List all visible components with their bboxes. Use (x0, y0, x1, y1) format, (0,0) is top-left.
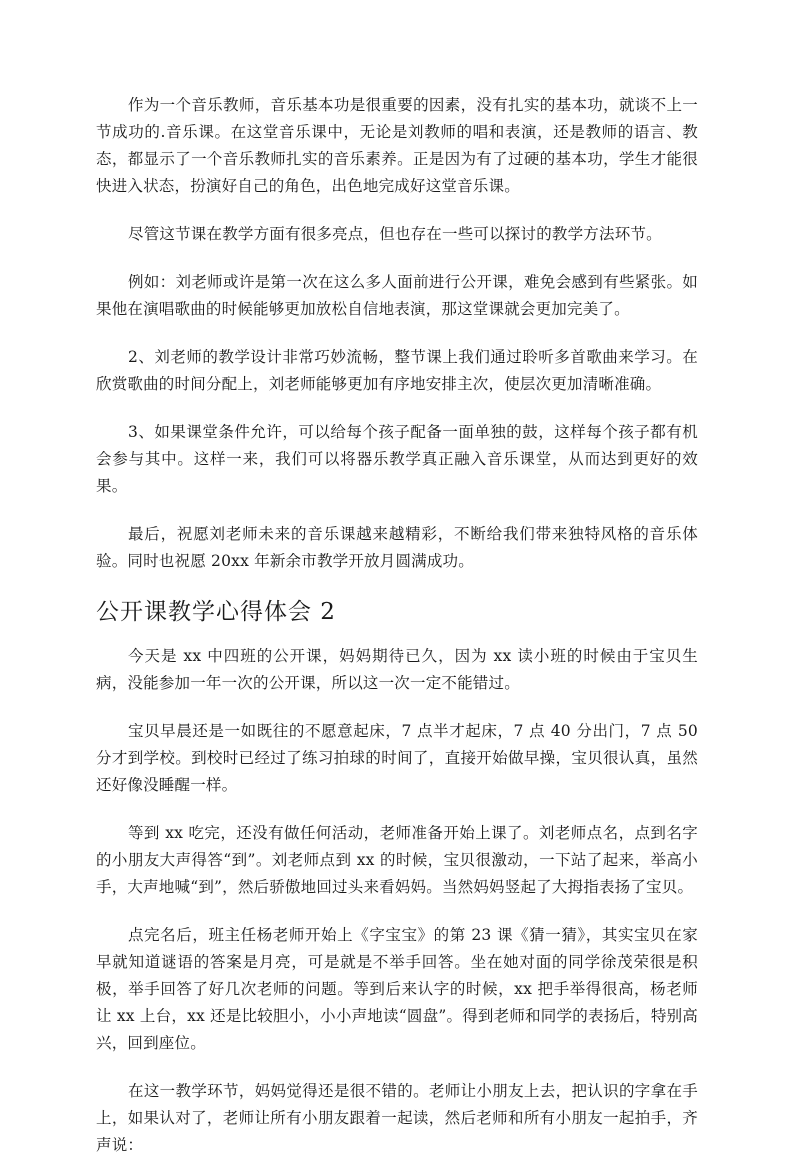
section-heading: 公开课教学心得体会 2 (96, 599, 336, 625)
paragraph: 点完名后，班主任杨老师开始上《字宝宝》的第 23 课《猜一猜》，其实宝贝在家早就知道谜语的答案是月亮，可是就是不举手回答。坐在她对面的同学徐茂荣很是积极，举手回答了好几次老师的问题。等到后来认字的时候，xx 把手举得很高，杨老师让 xx 上台，xx 还是比较胆小，小小声地读“圆盘”。得到老师和同学的表扬后，特别高兴，回到座位。 (96, 926, 698, 1052)
paragraph: 最后，祝愿刘老师未来的音乐课越来越精彩，不断给我们带来独特风格的音乐体验。同时也祝愿 20xx 年新余市教学开放月圆满成功。 (96, 525, 698, 570)
paragraph: 例如：刘老师或许是第一次在这么多人面前进行公开课，难免会感到有些紧张。如果他在演唱歌曲的时候能够更加放松自信地表演，那这堂课就会更加完美了。 (96, 273, 698, 318)
paragraph: 在这一教学环节，妈妈觉得还是很不错的。老师让小朋友上去，把认识的字拿在手上，如果认对了，老师让所有小朋友跟着一起读，然后老师和所有小朋友一起拍手，齐声说： (96, 1082, 698, 1154)
paragraph: 今天是 xx 中四班的公开课，妈妈期待已久，因为 xx 读小班的时候由于宝贝生病，没能参加一年一次的公开课，所以这一次一定不能错过。 (96, 647, 698, 692)
paragraph: 宝贝早晨还是一如既往的不愿意起床，7 点半才起床，7 点 40 分出门，7 点 50 分才到学校。到校时已经过了练习拍球的时间了，直接开始做早操，宝贝很认真，虽然还好像没睡醒一样。 (96, 722, 698, 794)
paragraph: 3、如果课堂条件允许，可以给每个孩子配备一面单独的鼓，这样每个孩子都有机会参与其中。这样一来，我们可以将器乐教学真正融入音乐课堂，从而达到更好的效果。 (96, 423, 698, 495)
paragraph: 等到 xx 吃完，还没有做任何活动，老师准备开始上课了。刘老师点名，点到名字的小朋友大声得答“到”。刘老师点到 xx 的时候，宝贝很激动，一下站了起来，举高小手，大声地喊“到”，然后骄傲地回过头来看妈妈。当然妈妈竖起了大拇指表扬了宝贝。 (96, 824, 698, 896)
paragraph: 尽管这节课在教学方面有很多亮点，但也存在一些可以探讨的教学方法环节。 (128, 225, 662, 243)
paragraph: 作为一个音乐教师，音乐基本功是很重要的因素，没有扎实的基本功，就谈不上一节成功的.音乐课。在这堂音乐课中，无论是刘教师的唱和表演，还是教师的语言、教态，都显示了一个音乐教师扎实的音乐素养。正是因为有了过硬的基本功，学生才能很快进入状态，扮演好自己的角色，出色地完成好这堂音乐课。 (96, 96, 698, 195)
paragraph: 2、刘老师的教学设计非常巧妙流畅，整节课上我们通过聆听多首歌曲来学习。在欣赏歌曲的时间分配上，刘老师能够更加有序地安排主次，使层次更加清晰准确。 (96, 348, 698, 393)
